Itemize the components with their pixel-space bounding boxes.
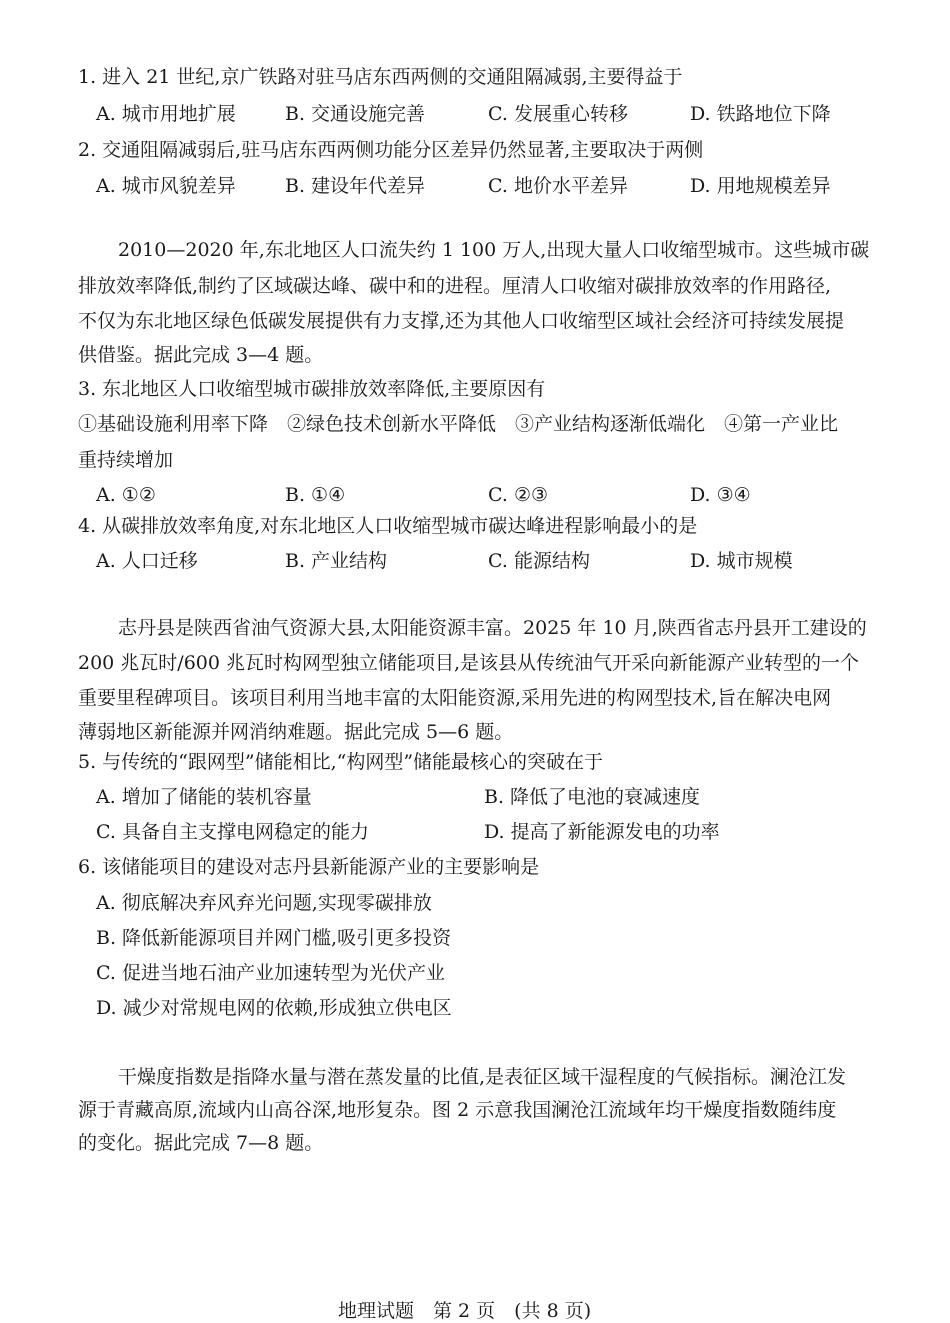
question-5-option-a[interactable]: A. 增加了储能的装机容量 [96,786,312,808]
question-2-option-a[interactable]: A. 城市风貌差异 [96,175,236,197]
question-6-option-d[interactable]: D. 减少对常规电网的依赖,形成独立供电区 [96,997,452,1019]
question-6-option-b[interactable]: B. 降低新能源项目并网门槛,吸引更多投资 [96,927,452,949]
question-3-items: ①基础设施利用率下降 ②绿色技术创新水平降低 ③产业结构逐渐低端化 ④第一产业比 [78,413,839,435]
question-1-option-a[interactable]: A. 城市用地扩展 [96,103,236,125]
page-footer: 地理试题 第 2 页 (共 8 页) [338,1300,592,1322]
question-1-option-c[interactable]: C. 发展重心转移 [488,103,628,125]
passage-1-line: 2010—2020 年,东北地区人口流失约 1 100 万人,出现大量人口收缩型城市。这些城市碳 [118,239,870,261]
question-3-option-d[interactable]: D. ③④ [690,484,751,506]
question-6-option-a[interactable]: A. 彻底解决弃风弃光问题,实现零碳排放 [96,892,432,914]
question-3-option-b[interactable]: B. ①④ [285,484,346,506]
passage-1-line: 排放效率降低,制约了区域碳达峰、碳中和的进程。厘清人口收缩对碳排放效率的作用路径, [78,275,832,297]
question-1-stem: 1. 进入 21 世纪,京广铁路对驻马店东西两侧的交通阻隔减弱,主要得益于 [78,66,683,88]
question-6-option-c[interactable]: C. 促进当地石油产业加速转型为光伏产业 [96,962,445,984]
passage-1-line: 不仅为东北地区绿色低碳发展提供有力支撑,还为其他人口收缩型区域社会经济可持续发展提 [78,310,845,332]
question-3-option-a[interactable]: A. ①② [96,484,156,506]
passage-2-line: 重要里程碑项目。该项目利用当地丰富的太阳能资源,采用先进的构网型技术,旨在解决电网 [78,687,832,709]
question-1-option-b[interactable]: B. 交通设施完善 [285,103,426,125]
question-2-option-c[interactable]: C. 地价水平差异 [488,175,628,197]
passage-3-line: 的变化。据此完成 7—8 题。 [78,1132,324,1154]
question-3-option-c[interactable]: C. ②③ [488,484,549,506]
question-4-option-b[interactable]: B. 产业结构 [285,550,388,572]
question-3-stem: 3. 东北地区人口收缩型城市碳排放效率降低,主要原因有 [78,378,546,400]
question-4-option-a[interactable]: A. 人口迁移 [96,550,198,572]
question-5-option-d[interactable]: D. 提高了新能源发电的功率 [484,821,720,843]
question-1-option-d[interactable]: D. 铁路地位下降 [690,103,831,125]
question-3-items-cont: 重持续增加 [78,449,174,471]
passage-2-line: 志丹县是陕西省油气资源大县,太阳能资源丰富。2025 年 10 月,陕西省志丹县开工建设的 [118,617,867,639]
question-4-option-c[interactable]: C. 能源结构 [488,550,590,572]
question-6-stem: 6. 该储能项目的建设对志丹县新能源产业的主要影响是 [78,856,540,878]
question-4-stem: 4. 从碳排放效率角度,对东北地区人口收缩型城市碳达峰进程影响最小的是 [78,515,698,537]
passage-3-line: 源于青藏高原,流域内山高谷深,地形复杂。图 2 示意我国澜沧江流域年均干燥度指数随纬度 [78,1099,837,1121]
question-4-option-d[interactable]: D. 城市规模 [690,550,793,572]
question-2-option-d[interactable]: D. 用地规模差异 [690,175,831,197]
passage-3-line: 干燥度指数是指降水量与潜在蒸发量的比值,是表征区域干湿程度的气候指标。澜沧江发 [118,1066,847,1088]
passage-2-line: 200 兆瓦时/600 兆瓦时构网型独立储能项目,是该县从传统油气开采向新能源产业转型的一个 [78,652,860,674]
question-5-option-b[interactable]: B. 降低了电池的衰减速度 [484,786,701,808]
question-5-stem: 5. 与传统的“跟网型”储能相比,“构网型”储能最核心的突破在于 [78,751,604,773]
question-2-option-b[interactable]: B. 建设年代差异 [285,175,426,197]
passage-1-line: 供借鉴。据此完成 3—4 题。 [78,344,324,366]
question-2-stem: 2. 交通阻隔减弱后,驻马店东西两侧功能分区差异仍然显著,主要取决于两侧 [78,139,704,161]
passage-2-line: 薄弱地区新能源并网消纳难题。据此完成 5—6 题。 [78,721,514,743]
question-5-option-c[interactable]: C. 具备自主支撑电网稳定的能力 [96,821,369,843]
